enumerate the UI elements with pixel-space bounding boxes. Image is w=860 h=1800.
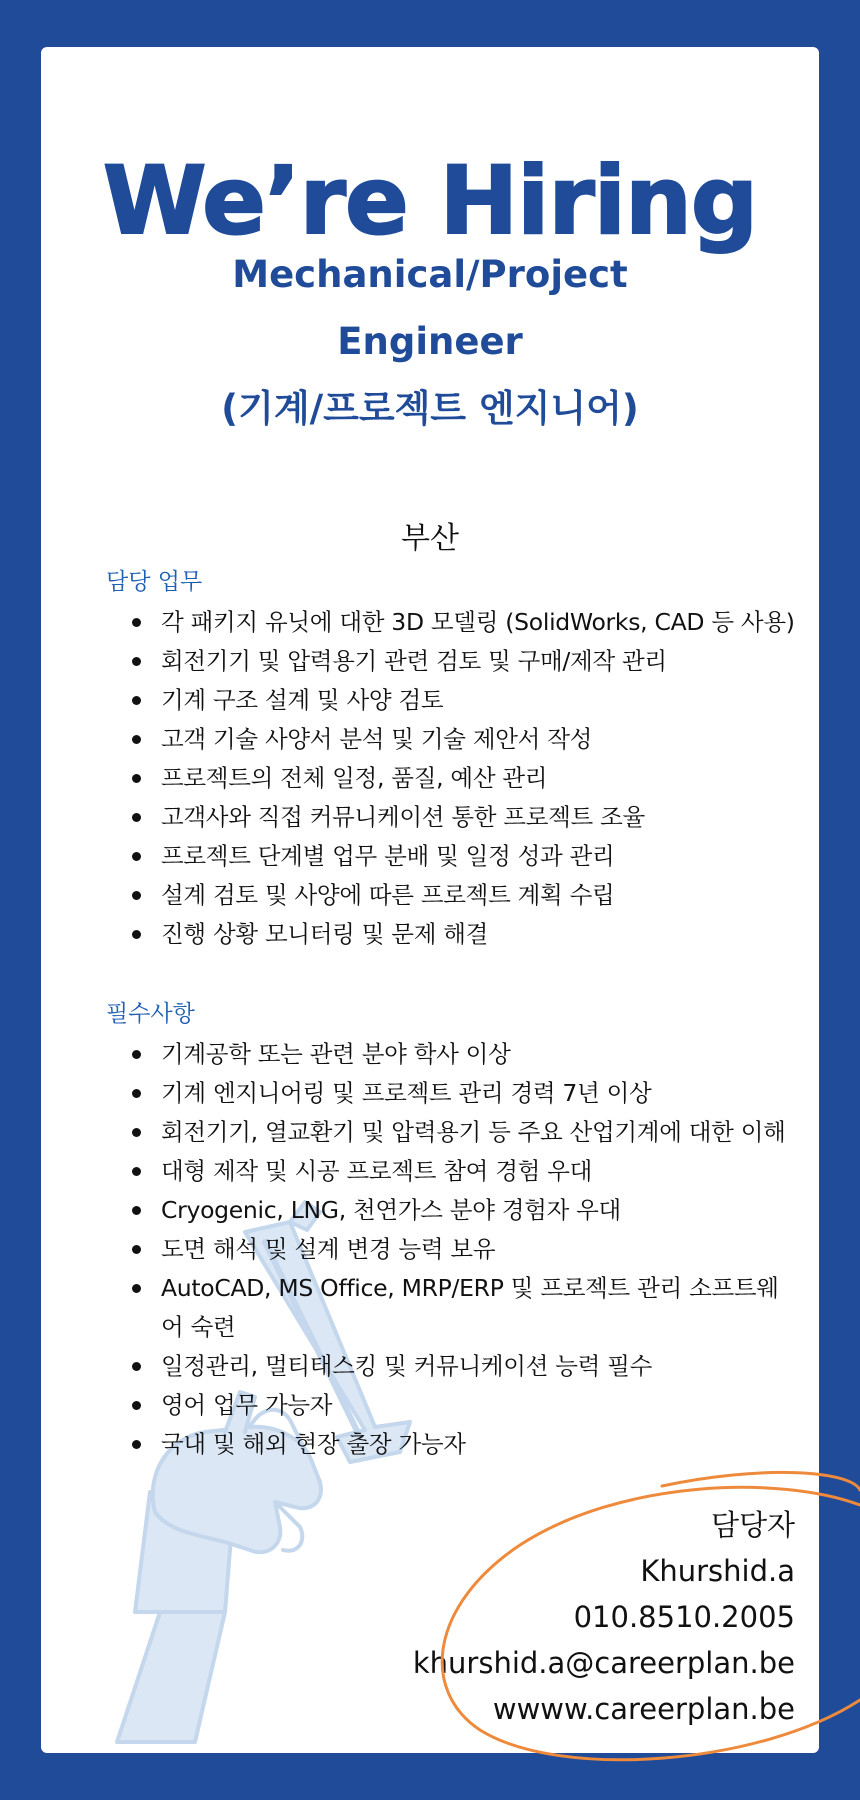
requirements-heading: 필수사항 — [106, 1001, 195, 1027]
page-title: We’re Hiring — [102, 147, 758, 256]
list-item: 고객사와 직접 커뮤니케이션 통한 프로젝트 조율 — [106, 798, 806, 837]
requirements-list — [106, 1035, 806, 1464]
list-item: 진행 상황 모니터링 및 문제 해결 — [106, 915, 806, 954]
list-item: 국내 및 해외 현장 출장 가능자 — [106, 1425, 806, 1464]
list-item-multiline — [106, 1269, 806, 1347]
contact-email[interactable]: khurshid.a@careerplan.be — [412, 1646, 795, 1680]
contact-label: 담당자 — [710, 1508, 795, 1542]
job-title-line: Mechanical/Project — [232, 253, 628, 296]
list-item: 설계 검토 및 사양에 따른 프로젝트 계획 수립 — [106, 876, 806, 915]
contact-name: Khurshid.a — [640, 1554, 795, 1588]
list-item: 도면 해석 및 설계 변경 능력 보유 — [106, 1230, 806, 1269]
duties-list — [106, 603, 806, 954]
duties-heading: 담당 업무 — [106, 569, 203, 595]
list-item: 회전기기, 열교환기 및 압력용기 등 주요 산업기계에 대한 이해 — [106, 1113, 806, 1152]
job-title-line: (기계/프로젝트 엔지니어) — [221, 387, 639, 430]
list-item-continuation: 어 숙련 — [161, 1313, 236, 1341]
contact-website[interactable]: wwww.careerplan.be — [492, 1692, 795, 1726]
job-title-line: Engineer — [337, 320, 523, 363]
contact-phone[interactable]: 010.8510.2005 — [573, 1600, 795, 1634]
list-item: 각 패키지 유닛에 대한 3D 모델링 (SolidWorks, CAD 등 사용) — [106, 603, 806, 642]
list-item: 일정관리, 멀티태스킹 및 커뮤니케이션 능력 필수 — [106, 1347, 806, 1386]
job-title — [41, 241, 819, 442]
list-item: 프로젝트 단계별 업무 분배 및 일정 성과 관리 — [106, 837, 806, 876]
list-item: 기계 구조 설계 및 사양 검토 — [106, 681, 806, 720]
list-item: 프로젝트의 전체 일정, 품질, 예산 관리 — [106, 759, 806, 798]
list-item: 대형 제작 및 시공 프로젝트 참여 경험 우대 — [106, 1152, 806, 1191]
list-item: 영어 업무 가능자 — [106, 1386, 806, 1425]
job-location: 부산 — [401, 521, 459, 556]
hiring-card — [41, 47, 819, 1753]
list-item: Cryogenic, LNG, 천연가스 분야 경험자 우대 — [106, 1191, 806, 1230]
list-item: 기계 엔지니어링 및 프로젝트 관리 경력 7년 이상 — [106, 1074, 806, 1113]
list-item-text: AutoCAD, MS Office, MRP/ERP 및 프로젝트 관리 소프트웨 — [161, 1274, 779, 1302]
contact-block — [413, 1502, 795, 1732]
list-item: 기계공학 또는 관련 분야 학사 이상 — [106, 1035, 806, 1074]
list-item: 회전기기 및 압력용기 관련 검토 및 구매/제작 관리 — [106, 642, 806, 681]
list-item: 고객 기술 사양서 분석 및 기술 제안서 작성 — [106, 720, 806, 759]
